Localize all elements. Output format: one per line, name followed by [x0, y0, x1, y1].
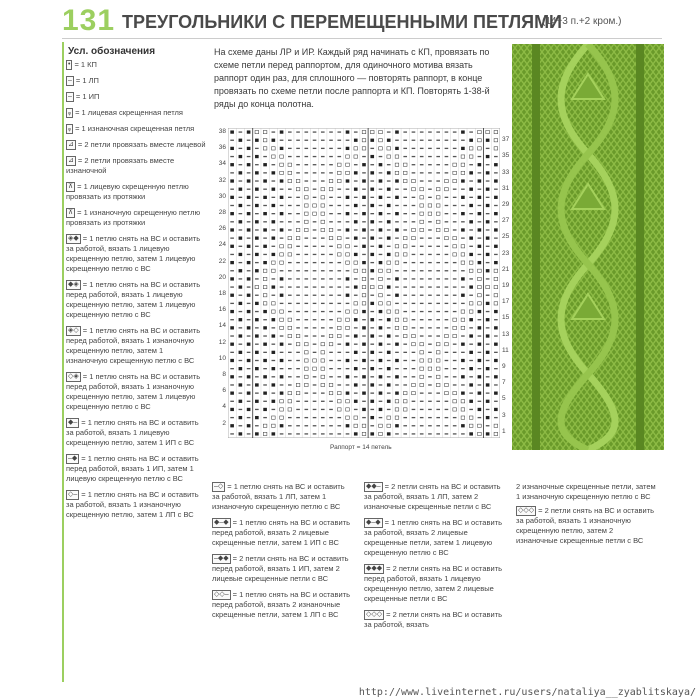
- legend-item: [66, 418, 206, 448]
- stitch-symbol-icon: ◆–◆: [214, 519, 229, 527]
- row-number: 15: [502, 314, 510, 322]
- row-number: 21: [502, 265, 510, 273]
- accent-bar: [62, 42, 64, 682]
- legend-item-text: = 1 петлю снять на ВС и оставить перед работой, вязать 1 изнаночную скрещенную петлю, затем 1 лицевую скрещенную петлю с ВС: [66, 372, 201, 412]
- legend-item: [66, 140, 206, 150]
- legend-item: [212, 518, 352, 548]
- legend-item: [66, 60, 206, 70]
- row-number: 30: [218, 192, 226, 200]
- legend-item: [364, 564, 504, 604]
- pattern-number: 131: [62, 4, 116, 37]
- legend-item: [212, 554, 352, 584]
- legend-item: [364, 610, 504, 630]
- row-number: 2: [222, 419, 226, 427]
- stitch-symbol-icon: –◆◆: [214, 555, 229, 563]
- row-number: 14: [218, 322, 226, 330]
- legend-item-text: = 1 петлю снять на ВС и оставить перед работой, вязать 1 лицевую скрещенную петлю, затем 1 лицевую скрещенную петлю с ВС: [66, 280, 201, 320]
- knit-sample-image: [512, 44, 664, 450]
- row-number: 38: [218, 128, 226, 135]
- legend-item-text: = 1 ИП: [75, 92, 100, 101]
- legend-item-text: = 2 петли снять на ВС и оставить перед работой, вязать 1 ИП, затем 2 лицевые скрещенные петли с ВС: [212, 554, 349, 584]
- legend-item: [66, 234, 206, 274]
- legend-column-2: [212, 482, 352, 626]
- row-number: 6: [222, 387, 226, 395]
- stitch-symbol-icon: ◆–: [68, 419, 78, 427]
- legend-item-text: = 1 петлю снять на ВС и оставить перед работой, вязать 2 лицевые скрещенные петли, затем 1 ИП с ВС: [212, 518, 350, 548]
- stitch-symbol-icon: ◆–◆: [366, 519, 381, 527]
- legend-item-text: = 1 петлю снять на ВС и оставить перед работой, вязать 1 ИП, затем 1 лицевую скрещенную петлю с ВС: [66, 454, 199, 484]
- row-number: 19: [502, 281, 510, 289]
- row-number: 13: [502, 330, 510, 338]
- row-number: 31: [502, 184, 510, 192]
- row-number: 1: [502, 427, 506, 435]
- row-number: 29: [502, 200, 510, 208]
- legend-item-text: = 1 петлю снять на ВС и оставить за работой, вязать 1 лицевую скрещенную петлю, затем 1 лицевую скрещенную петлю с ВС: [66, 234, 201, 274]
- legend-item: [212, 590, 352, 620]
- row-number: 10: [218, 354, 226, 362]
- stitch-symbol-icon: ◇–: [68, 491, 78, 499]
- legend-item: [66, 92, 206, 102]
- legend-item-text: = 2 петли снять на ВС и оставить за работой, вязать 1 изнаночную скрещенную петлю, затем 2 изнаночные скрещенные петли с ВС: [516, 506, 655, 546]
- pattern-stitch-count: (14+3 п.+2 кром.): [542, 16, 622, 27]
- stitch-symbol-icon: ◇◇–: [214, 591, 229, 599]
- stitch-symbol-icon: ◇◈: [68, 373, 79, 381]
- stitch-symbol-icon: ◈◇: [68, 327, 79, 335]
- chart-grid: [228, 128, 500, 438]
- row-number: 18: [218, 290, 226, 297]
- stitch-symbol-icon: ᵩ: [68, 125, 72, 133]
- legend-item-text: = 1 ЛП: [75, 76, 99, 85]
- legend-item-text: = 1 петлю снять на ВС и оставить за работой, вязать 2 лицевые скрещенные петли, затем 1 лицевую скрещенную петлю с ВС: [364, 518, 502, 558]
- row-number: 20: [218, 273, 226, 281]
- stitch-symbol-icon: ᵩ: [68, 109, 72, 117]
- pattern-title: ТРЕУГОЛЬНИКИ С ПЕРЕМЕЩЕННЫМИ ПЕТЛЯМИ: [122, 12, 562, 32]
- stitch-symbol-icon: –: [68, 77, 72, 85]
- legend-item: [66, 280, 206, 320]
- legend-item-text: = 1 лицевую скрещенную петлю провязать из протяжки: [66, 182, 189, 202]
- stitch-symbol-icon: ◇◇◇: [366, 611, 383, 619]
- stitch-symbol-icon: ◆◈: [68, 281, 79, 289]
- stitch-symbol-icon: ◈◆: [68, 235, 79, 243]
- row-number: 12: [218, 338, 226, 346]
- legend-item-text: = 2 петли провязать вместе изнаночной: [66, 156, 175, 176]
- legend-item-text: = 2 петли снять на ВС и оставить за работой, вязать 1 ЛП, затем 2 изнаночные скрещенные петли с ВС: [364, 482, 501, 512]
- row-number: 37: [502, 136, 510, 144]
- knitting-chart: [212, 124, 512, 454]
- stitch-symbol-icon: •: [68, 61, 71, 69]
- legend-item: [66, 76, 206, 86]
- legend-item: [364, 518, 504, 558]
- header-divider: [62, 38, 662, 39]
- legend-continued-text: 2 изнаночные скрещенные петли, затем 1 изнаночную скрещенную петлю с ВС: [516, 482, 656, 501]
- row-number: 11: [502, 346, 509, 354]
- row-number: 36: [218, 144, 226, 152]
- legend-item-text: = 1 лицевая скрещенная петля: [75, 108, 183, 117]
- page-header: [62, 4, 662, 38]
- row-number: 7: [502, 379, 506, 387]
- legend-item: [212, 482, 352, 512]
- stitch-symbol-icon: –◇: [214, 483, 224, 491]
- row-number: 25: [502, 233, 510, 241]
- legend-item-text: = 1 изнаночную скрещенную петлю провязать из протяжки: [66, 208, 201, 228]
- rapport-label: Раппорт = 14 петель: [330, 444, 392, 451]
- legend-item-text: = 1 петлю снять на ВС и оставить за работой, вязать 1 лицевую скрещенную петлю, затем 1 ИП с ВС: [66, 418, 199, 448]
- row-number: 35: [502, 152, 510, 160]
- row-number: 26: [218, 225, 226, 233]
- legend-item-text: = 2 петли снять на ВС и оставить за работой, вязать: [364, 610, 503, 630]
- row-number: 23: [502, 249, 510, 257]
- legend-title: Усл. обозначения: [68, 46, 156, 57]
- legend-item: [66, 182, 206, 202]
- legend-item: [66, 124, 206, 134]
- row-number: 33: [502, 168, 510, 176]
- source-url[interactable]: http://www.liveinternet.ru/users/nataliya__zyablitskaya/: [358, 687, 696, 698]
- legend-item: [66, 490, 206, 520]
- legend-item-text: = 1 петлю снять на ВС и оставить перед работой, вязать 2 изнаночные скрещенные петли, затем 1 ЛП с ВС: [212, 590, 350, 620]
- row-number: 32: [218, 176, 226, 184]
- stitch-symbol-icon: –◆: [68, 455, 78, 463]
- stitch-symbol-icon: ◆◆–: [366, 483, 381, 491]
- row-number: 9: [502, 362, 506, 370]
- stitch-symbol-icon: ⊼: [68, 209, 74, 217]
- legend-item-text: = 1 изнаночная скрещенная петля: [75, 124, 195, 133]
- row-number: 4: [222, 403, 226, 411]
- row-number: 34: [218, 160, 226, 168]
- stitch-symbol-icon: –: [68, 93, 72, 101]
- knit-sample-photo: [512, 44, 664, 450]
- legend-item-text: = 2 петли провязать вместе лицевой: [77, 140, 206, 149]
- legend-item-text: = 1 петлю снять на ВС и оставить за работой, вязать 1 ЛП, затем 1 изнаночную скрещенную петлю с ВС: [212, 482, 345, 512]
- row-number: 5: [502, 395, 506, 403]
- stitch-symbol-icon: ◆◆◆: [366, 565, 383, 573]
- legend-item-text: = 1 КП: [74, 60, 97, 69]
- row-number: 22: [218, 257, 226, 265]
- legend-item: [66, 208, 206, 228]
- stitch-symbol-icon: ◇◇◇: [518, 507, 535, 515]
- legend-column-4: [516, 482, 656, 546]
- stitch-symbol-icon: ⊿: [68, 157, 74, 165]
- row-number: 8: [222, 371, 226, 378]
- legend-column-3: [364, 482, 504, 636]
- legend-item: [66, 372, 206, 412]
- row-number: 16: [218, 306, 226, 314]
- row-number: 28: [218, 209, 226, 216]
- legend-item: [364, 482, 504, 512]
- legend-item: [66, 108, 206, 118]
- legend-item: [66, 326, 206, 366]
- row-number: 17: [502, 298, 510, 306]
- legend-item-text: = 1 петлю снять на ВС и оставить за работой, вязать 1 изнаночную скрещенную петлю, затем 1 ЛП с ВС: [66, 490, 199, 520]
- stitch-symbol-icon: ⊼: [68, 183, 74, 191]
- legend-item: [66, 156, 206, 176]
- stitch-symbol-icon: ⊿: [68, 141, 74, 149]
- legend-item-text: = 2 петли снять на ВС и оставить перед работой, вязать 1 лицевую скрещенную петлю, затем 2 лицевые скрещенные петли с ВС: [364, 564, 503, 604]
- legend-item-text: = 1 петлю снять на ВС и оставить перед работой, вязать 1 изнаночную скрещенную петлю, затем 1 изнаночную скрещенную петлю с ВС: [66, 326, 201, 366]
- row-number: 24: [218, 241, 226, 249]
- intro-text: На схеме даны ЛР и ИР. Каждый ряд начинать с КП, провязать по схеме петли перед раппортом, для одиночного мотива вязать раппорт один раз, для сплошного — повторять раппорт, в конце провязать по схеме петли после раппорта и КП. Повторять 1-38-й ряды до конца полотна.: [214, 47, 490, 109]
- row-number: 27: [502, 217, 510, 225]
- row-number: 3: [502, 411, 506, 419]
- legend-item: [66, 454, 206, 484]
